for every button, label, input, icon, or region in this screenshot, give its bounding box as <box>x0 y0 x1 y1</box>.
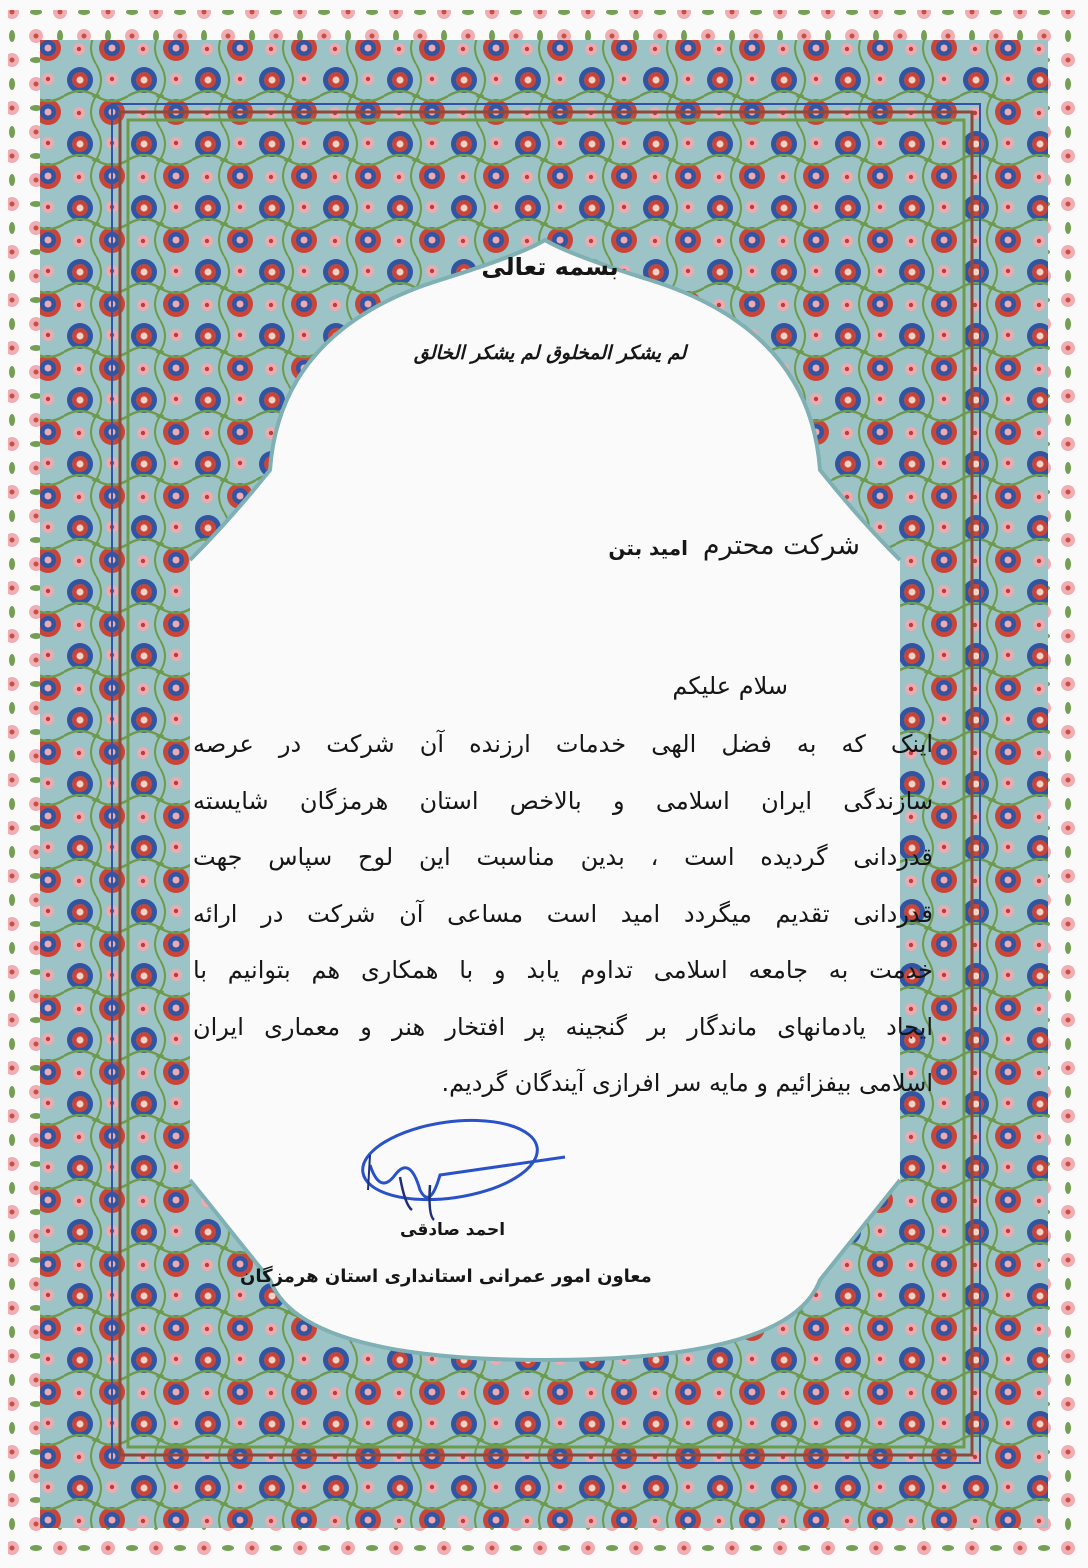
body-line: ایجاد یادمانهای ماندگار بر گنجینه پر افتخار هنر و معماری ایران <box>193 1012 933 1041</box>
greeting: سلام علیکم <box>672 672 788 700</box>
body-line: قدردانی گردیده است ، بدین مناسبت این لوح سپاس جهت <box>193 843 933 871</box>
body-line: اینک که به فضل الهی خدمات ارزنده آن شرکت در عرصه <box>193 730 933 758</box>
signer-title: معاون امور عمرانی استانداری استان هرمزگان <box>240 1266 652 1287</box>
handwritten-signature <box>340 1115 570 1225</box>
verse-line: لم یشکر المخلوق لم یشکر الخالق <box>413 342 687 364</box>
signer-name: احمد صادقی <box>400 1220 506 1240</box>
letter-body <box>193 716 933 1112</box>
body-line: قدردانی تقدیم میگردد امید است مساعی آن شرکت در ارائه <box>193 899 933 928</box>
recipient-label: شرکت محترم <box>702 530 860 561</box>
body-line: خدمت به جامعه اسلامی تداوم یابد و با همکاری هم بتوانیم با <box>193 956 933 984</box>
body-line: سازندگی ایران اسلامی و بالاخص استان هرمزگان شایسته <box>193 786 933 815</box>
recipient-name: امید بتن <box>608 536 688 560</box>
body-line: اسلامی بیفزائیم و مایه سر افرازی آیندگان گردیم. <box>441 1069 933 1097</box>
document-heading: بسمه تعالی <box>481 253 619 281</box>
